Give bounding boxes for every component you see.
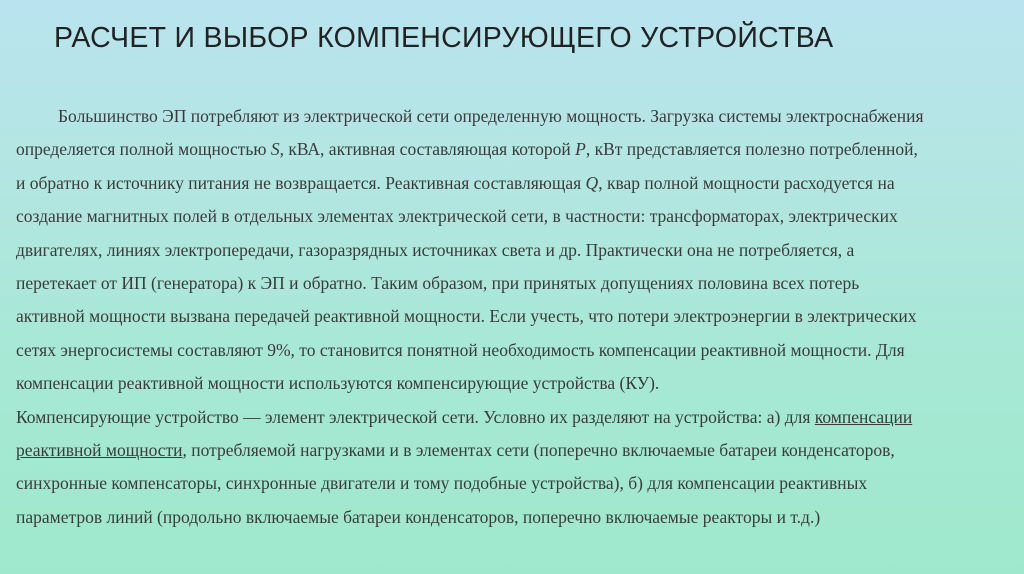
p1-line-3-b: , квар полной мощности расходуется на: [598, 172, 895, 193]
p1-line-8: сетях энергосистемы составляют 9%, то становится понятной необходимость компенсации реактивной мощности. Для: [16, 339, 905, 360]
p1-line-2: [16, 133, 1016, 166]
p1-line-1: Большинство ЭП потребляют из электрической сети определенную мощность. Загрузка системы электроснабжения: [58, 106, 924, 126]
p1-line-2-a: определяется полной мощностью: [16, 139, 271, 160]
p2-line-1-a: Компенсирующие устройство — элемент электрической сети. Условно их разделяют на устройства: а) для: [16, 406, 815, 427]
p1-line-2-c: , кВт представляется полезно потребленной,: [585, 139, 918, 160]
p2-line-1: [16, 401, 1016, 434]
p2-line-3: синхронные компенсаторы, синхронные двигатели и тому подобные устройства), б) для компенсации реактивных: [16, 473, 868, 494]
p1-line-4: создание магнитных полей в отдельных элементах электрической сети, в частности: трансформаторах, электрических: [16, 206, 898, 227]
p1-line-5: двигателях, линиях электропередачи, газоразрядных источниках света и др. Практически она не потребляется, а: [16, 239, 855, 260]
p1-line-6: перетекает от ИП (генератора) к ЭП и обратно. Таким образом, при принятых допущениях половина всех потерь: [16, 273, 860, 294]
p1-line-9: компенсации реактивной мощности используются компенсирующие устройства (КУ).: [16, 373, 660, 394]
p1-line-2-b: , кВА, активная составляющая которой: [279, 139, 576, 160]
p2-line-2: [16, 434, 1016, 467]
slide-body: [16, 100, 1016, 534]
reactive-power-link-part-1[interactable]: компенсации: [814, 406, 913, 427]
p1-line-3: [16, 167, 1016, 200]
p1-line-3-a: и обратно к источнику питания не возвращается. Реактивная составляющая: [16, 172, 586, 193]
slide-title: РАСЧЕТ И ВЫБОР КОМПЕНСИРУЮЩЕГО УСТРОЙСТВА: [54, 22, 834, 54]
p1-line-7: активной мощности вызвана передачей реактивной мощности. Если учесть, что потери электроэнергии в электрических: [16, 306, 917, 327]
symbol-P: P: [575, 139, 586, 160]
p2-line-2-b: , потребляемой нагрузками и в элементах сети (поперечно включаемые батареи конденсаторов,: [182, 440, 895, 461]
symbol-Q: Q: [585, 172, 599, 193]
symbol-S: S: [270, 139, 280, 160]
reactive-power-link-part-2[interactable]: реактивной мощности: [16, 440, 183, 461]
p2-line-4: параметров линий (продольно включаемые батареи конденсаторов, поперечно включаемые реакторы и т.д.): [16, 506, 821, 527]
